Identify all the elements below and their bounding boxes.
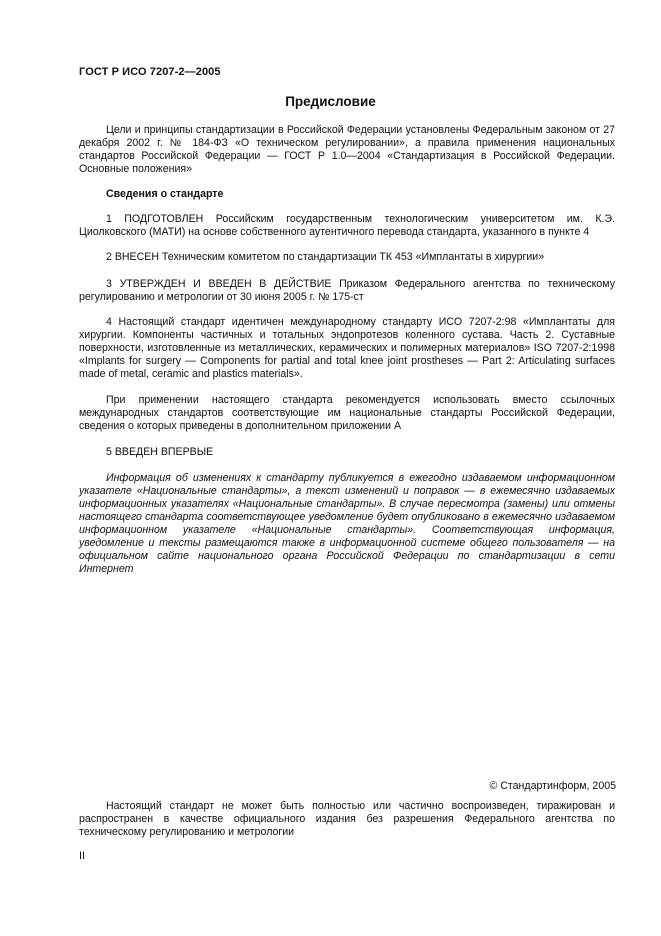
document-code: ГОСТ Р ИСО 7207-2—2005 bbox=[79, 66, 221, 78]
item-5-paragraph: 5 ВВЕДЕН ВПЕРВЫЕ bbox=[106, 446, 214, 458]
item-3-paragraph: 3 УТВЕРЖДЕН И ВВЕДЕН В ДЕЙСТВИЕ Приказом Федерального агентства по техническому регулированию и метрологии от 30 июня 2005 г. № 175-ст bbox=[79, 278, 615, 303]
copyright: © Стандартинформ, 2005 bbox=[489, 780, 616, 792]
page-title: Предисловие bbox=[285, 94, 376, 109]
section-heading: Сведения о стандарте bbox=[106, 188, 224, 200]
page-number: II bbox=[79, 850, 85, 862]
info-paragraph: Информация об изменениях к стандарту публикуется в ежегодно издаваемом информационном указателе «Национальные стандарты», а текст изменений и поправок — в ежемесячно издаваемых информационных указателях «Национальные стандарты». В случае пересмотра (замены) или отмены настоящего стандарта соответствующее уведомление будет опубликовано в ежемесячно издаваемом информационном указателе «Национальные стандарты». Соответствующая информация, уведомление и тексты размещаются также в информационной системе общего пользователя — на официальном сайте национального органа Российской Федерации по стандартизации в сети Интернет bbox=[79, 472, 615, 575]
intro-paragraph: Цели и принципы стандартизации в Российской Федерации установлены Федеральным законом от 27 декабря 2002 г. № 184-ФЗ «О техническом регулировании», а правила применения национальных стандартов Российской Федерации — ГОСТ Р 1.0—2004 «Стандартизация в Российской Федерации. Основные положения» bbox=[79, 124, 615, 175]
note-paragraph: При применении настоящего стандарта рекомендуется использовать вместо ссылочных международных стандартов соответствующие им национальные стандарты Российской Федерации, сведения о которых приведены в дополнительном приложении А bbox=[79, 394, 615, 432]
reproduction-notice: Настоящий стандарт не может быть полностью или частично воспроизведен, тиражирован и распространен в качестве официального издания без разрешения Федерального агентства по техническому регулированию и метрологии bbox=[79, 800, 615, 838]
item-2-paragraph: 2 ВНЕСЕН Техническим комитетом по стандартизации ТК 453 «Имплантаты в хирургии» bbox=[106, 251, 545, 263]
item-1-paragraph: 1 ПОДГОТОВЛЕН Российским государственным технологическим университетом им. К.Э. Циолковского (МАТИ) на основе собственного аутентичного перевода стандарта, указанного в пункте 4 bbox=[79, 213, 615, 238]
item-4-paragraph: 4 Настоящий стандарт идентичен международному стандарту ИСО 7207-2:98 «Имплантаты для хирургии. Компоненты частичных и тотальных эндопротезов коленного сустава. Часть 2. Суставные поверхности, изготовленные из металлических, керамических и полимерных материалов» ISO 7207-2:1998 «Implants for surgery — Components for partial and total knee joint prostheses — Part 2: Articulating surfaces made of metal, ceramic and plastics materials». bbox=[79, 316, 615, 380]
